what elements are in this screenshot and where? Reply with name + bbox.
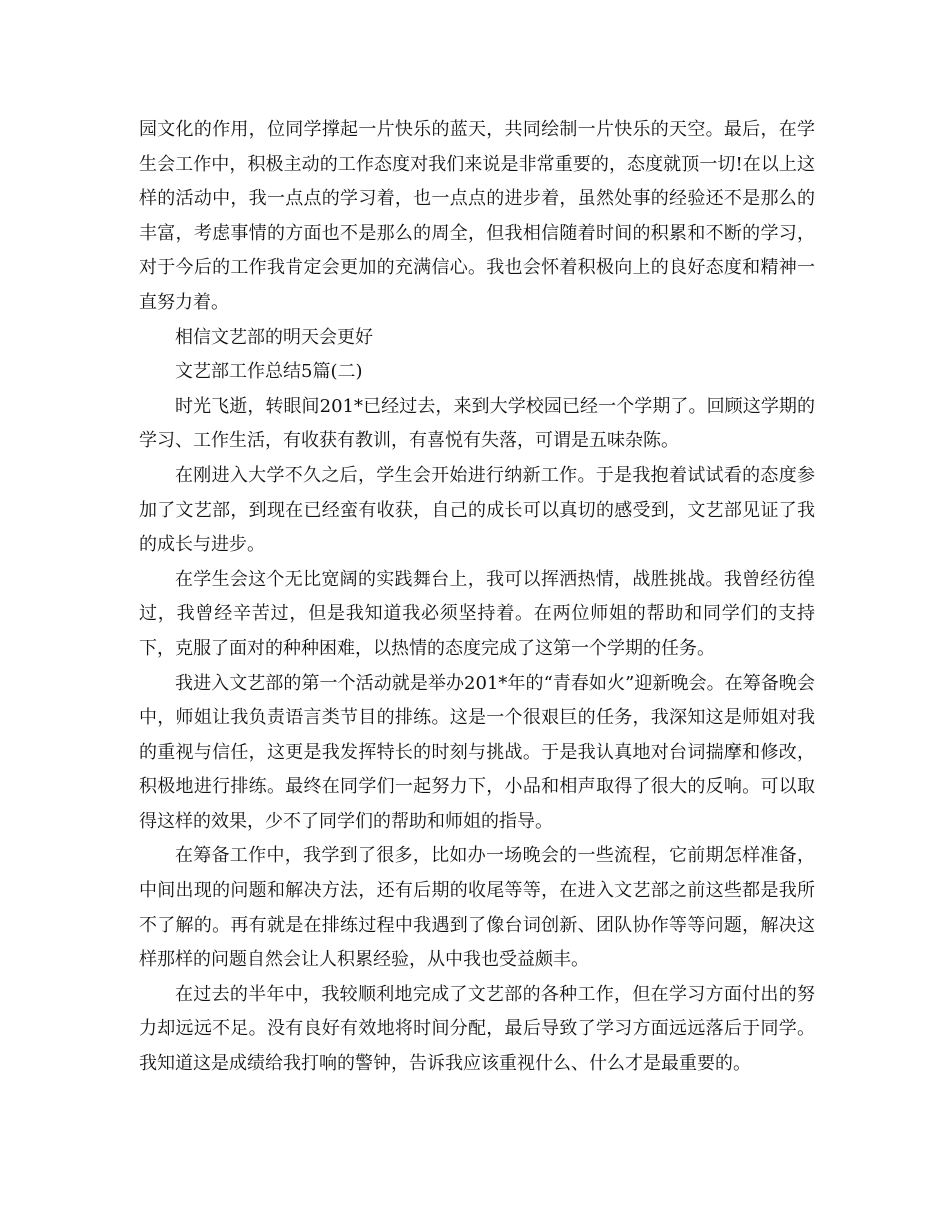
paragraph: 在过去的半年中，我较顺利地完成了文艺部的各种工作，但在学习方面付出的努力却远远不足。没有良好有效地将时间分配，最后导致了学习方面远远落后于同学。我知道这是成绩给我打响的警钟，告诉我应该重视什么、什么才是最重要的。 (139, 983, 815, 1075)
paragraph-continuation: 园文化的作用，位同学撑起一片快乐的蓝天，共同绘制一片快乐的天空。最后，在学生会工作中，积极主动的工作态度对我们来说是非常重要的，态度就顶一切!在以上这样的活动中，我一点点的学习着，也一点点的进步着，虽然处事的经验还不是那么的丰富，考虑事情的方面也不是那么的周全，但我相信随着时间的积累和不断的学习，对于今后的工作我肯定会更加的充满信心。我也会怀着积极向上的良好态度和精神一直努力着。 (139, 119, 815, 313)
section-heading: 文艺部工作总结5篇(二) (175, 361, 363, 383)
paragraph-closing-line: 相信文艺部的明天会更好 (175, 326, 373, 348)
paragraph: 在刚进入大学不久之后，学生会开始进行纳新工作。于是我抱着试试看的态度参加了文艺部，到现在已经蛮有收获，自己的成长可以真切的感受到，文艺部见证了我的成长与进步。 (139, 464, 815, 556)
paragraph: 在学生会这个无比宽阔的实践舞台上，我可以挥洒热情，战胜挑战。我曾经彷徨过，我曾经辛苦过，但是我知道我必须坚持着。在两位师姐的帮助和同学们的支持下，克服了面对的种种困难，以热情的态度完成了这第一个学期的任务。 (139, 568, 815, 659)
paragraph: 时光飞逝，转眼间201*已经过去，来到大学校园已经一个学期了。回顾这学期的学习、工作生活，有收获有教训，有喜悦有失落，可谓是五味杂陈。 (139, 395, 815, 452)
paragraph: 我进入文艺部的第一个活动就是举办201*年的“青春如火”迎新晚会。在筹备晚会中，师姐让我负责语言类节目的排练。这是一个很艰巨的任务，我深知这是师姐对我的重视与信任，这更是我发挥特长的时刻与挑战。于是我认真地对台词揣摩和修改，积极地进行排练。最终在同学们一起努力下，小品和相声取得了很大的反响。可以取得这样的效果，少不了同学们的帮助和师姐的指导。 (139, 672, 815, 832)
document-body (139, 113, 815, 1082)
paragraph: 在筹备工作中，我学到了很多，比如办一场晚会的一些流程，它前期怎样准备，中间出现的问题和解决方法，还有后期的收尾等等，在进入文艺部之前这些都是我所不了解的。再有就是在排练过程中我遇到了像台词创新、团队协作等等问题，解决这样那样的问题自然会让人积累经验，从中我也受益颇丰。 (139, 845, 815, 971)
